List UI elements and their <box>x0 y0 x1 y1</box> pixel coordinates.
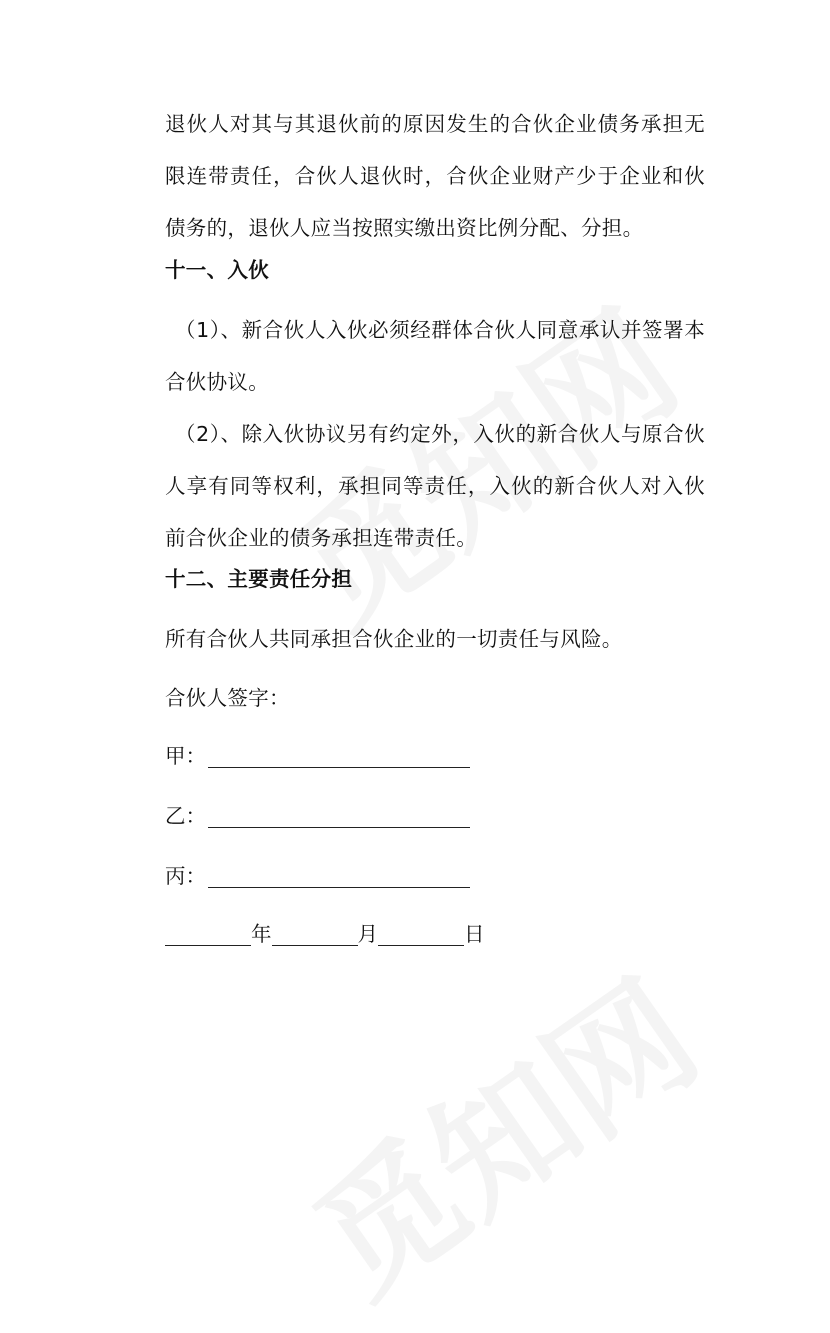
paragraph-11-1: （1）、新合伙人入伙必须经群体合伙人同意承认并签署本合伙协议。 <box>165 318 705 394</box>
signature-title: 合伙人签字： <box>165 686 290 710</box>
month-label: 月 <box>357 922 378 946</box>
signer-label: 甲： <box>165 744 206 768</box>
paragraph-11-2: （2）、除入伙协议另有约定外，入伙的新合伙人与原合伙人享有同等权利，承担同等责任，入伙的新合伙人对入伙前合伙企业的债务承担连带责任。 <box>165 422 705 550</box>
paragraph-withdrawal: 退伙人对其与其退伙前的原因发生的合伙企业债务承担无限连带责任，合伙人退伙时，合伙企业财产少于企业和伙债务的，退伙人应当按照实缴出资比例分配、分担。 <box>165 112 705 240</box>
paragraph-12: 所有合伙人共同承担合伙企业的一切责任与风险。 <box>165 627 623 651</box>
section-heading-12: 十二、主要责任分担 <box>165 567 353 591</box>
year-label: 年 <box>251 922 272 946</box>
signer-label: 丙： <box>165 864 206 888</box>
watermark <box>270 928 729 1333</box>
date-row <box>165 915 485 949</box>
day-blank[interactable] <box>378 919 464 946</box>
day-label: 日 <box>464 922 485 946</box>
section-heading-11: 十一、入伙 <box>165 258 269 282</box>
signature-row-b <box>165 797 470 831</box>
signature-line[interactable] <box>208 861 470 888</box>
signature-row-a <box>165 737 470 771</box>
signer-label: 乙： <box>165 804 206 828</box>
signature-line[interactable] <box>208 801 470 828</box>
signature-row-c <box>165 857 470 891</box>
year-blank[interactable] <box>165 919 251 946</box>
month-blank[interactable] <box>272 919 358 946</box>
signature-line[interactable] <box>208 741 470 768</box>
